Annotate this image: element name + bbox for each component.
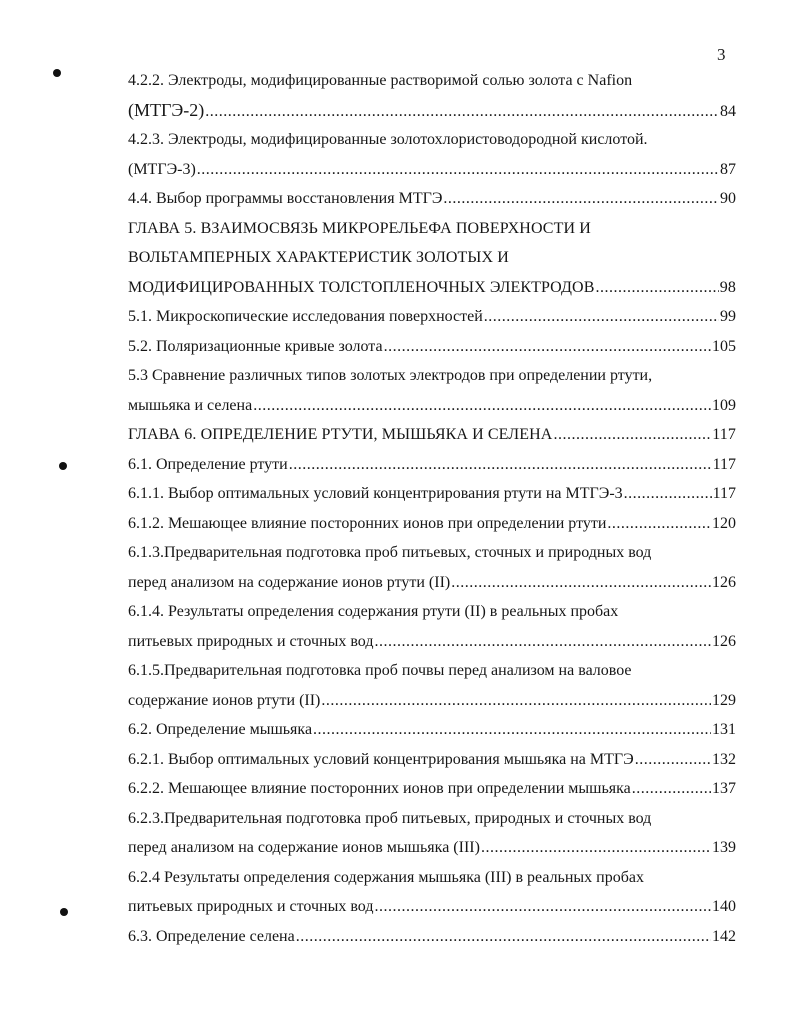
toc-entry: [128, 184, 736, 214]
toc-entry-page-number: 98: [719, 278, 736, 296]
dot-leader: [595, 273, 718, 303]
toc-entry-page-number: 139: [712, 839, 736, 856]
toc-entry-line: 6.2.4 Результаты определения содержания мышьяка (III) в реальных пробах: [128, 868, 644, 886]
toc-entry-page-number: 126: [712, 573, 736, 591]
dot-leader: [205, 97, 719, 126]
toc-entry-row: [128, 833, 736, 863]
toc-entry-row: [128, 155, 736, 185]
toc-entry-title: МОДИФИЦИРОВАННЫХ ТОЛСТОПЛЕНОЧНЫХ ЭЛЕКТРОДОВ: [128, 278, 595, 296]
toc-entry-title: 6.1.2. Мешающее влияние посторонних ионов при определении ртути: [128, 514, 607, 532]
dot-leader: [607, 509, 711, 539]
toc-entry-page-number: 117: [712, 455, 736, 473]
toc-entry-row: [128, 686, 736, 716]
toc-entry-row: [128, 922, 736, 952]
toc-entry: [128, 597, 736, 656]
toc-entry-title: перед анализом на содержание ионов мышьяка (III): [128, 839, 480, 856]
toc-entry: [128, 804, 736, 863]
toc-entry-page-number: 87: [720, 160, 736, 178]
dot-leader: [296, 922, 711, 952]
toc-entry: [128, 450, 736, 480]
toc-entry-page-number: 129: [712, 691, 736, 709]
toc-entry-page-number: 132: [712, 750, 736, 768]
toc-entry-page-number: 90: [720, 190, 736, 207]
toc-entry-page-number: 117: [712, 426, 736, 443]
dot-leader: [384, 332, 711, 362]
toc-entry-title: 6.2.2. Мешающее влияние посторонних ионов при определении мышьяка: [128, 780, 631, 797]
toc-entry: [128, 715, 736, 745]
toc-entry-row: [128, 745, 736, 775]
toc-entry: [128, 922, 736, 952]
table-of-contents: [128, 66, 736, 951]
toc-entry-page-number: 131: [712, 721, 736, 738]
toc-entry-line: 6.2.3.Предварительная подготовка проб питьевых, природных и сточных вод: [128, 809, 652, 827]
toc-entry-row: [128, 184, 736, 214]
toc-entry-title: ГЛАВА 6. ОПРЕДЕЛЕНИЕ РТУТИ, МЫШЬЯКА И СЕЛЕНА: [128, 426, 553, 443]
binding-hole-mark: [59, 462, 67, 470]
toc-entry-row: [128, 509, 736, 539]
toc-entry-row: [128, 391, 736, 421]
toc-entry: [128, 863, 736, 922]
toc-entry: [128, 745, 736, 775]
toc-entry-page-number: 126: [712, 632, 736, 650]
toc-entry-page-number: 105: [712, 337, 736, 355]
toc-entry-row: [128, 96, 736, 126]
toc-entry-line: ВОЛЬТАМПЕРНЫХ ХАРАКТЕРИСТИК ЗОЛОТЫХ И: [128, 249, 509, 266]
binding-hole-mark: [60, 908, 68, 916]
toc-entry-row: [128, 420, 736, 450]
toc-entry-title: содержание ионов ртути (II): [128, 691, 321, 709]
toc-entry: [128, 302, 736, 332]
toc-entry: [128, 420, 736, 450]
toc-entry: [128, 538, 736, 597]
binding-hole-mark: [53, 69, 61, 77]
toc-entry-title: перед анализом на содержание ионов ртути (II): [128, 573, 451, 591]
dot-leader: [632, 774, 711, 804]
dot-leader: [374, 627, 711, 657]
toc-entry-line: 5.3 Сравнение различных типов золотых электродов при определении ртути,: [128, 367, 653, 384]
toc-entry-page-number: 137: [712, 780, 736, 797]
dot-leader: [289, 450, 712, 480]
toc-entry-page-number: 117: [712, 485, 736, 502]
toc-entry: [128, 332, 736, 362]
toc-entry-title: 5.1. Микроскопические исследования поверхностей: [128, 308, 483, 325]
toc-entry-title: (МТГЭ-3): [128, 160, 196, 178]
dot-leader: [321, 686, 711, 716]
toc-entry-row: [128, 715, 736, 745]
toc-entry-line: 4.2.3. Электроды, модифицированные золотохлористоводородной кислотой.: [128, 131, 648, 148]
toc-entry-line: 6.1.3.Предварительная подготовка проб питьевых, сточных и природных вод: [128, 544, 652, 561]
toc-entry-title: (МТГЭ-2): [128, 99, 205, 120]
dot-leader: [374, 892, 711, 922]
dot-leader: [635, 745, 711, 775]
toc-entry: [128, 774, 736, 804]
toc-entry-title: 6.2. Определение мышьяка: [128, 721, 313, 738]
toc-entry-title: питьевых природных и сточных вод: [128, 898, 374, 915]
toc-entry: [128, 361, 736, 420]
toc-entry-row: [128, 892, 736, 922]
toc-entry-title: 4.4. Выбор программы восстановления МТГЭ: [128, 190, 443, 207]
dot-leader: [313, 715, 711, 745]
toc-entry-row: [128, 479, 736, 509]
toc-entry-title: 6.1. Определение ртути: [128, 455, 288, 473]
dot-leader: [553, 420, 711, 450]
toc-entry-line: ГЛАВА 5. ВЗАИМОСВЯЗЬ МИКРОРЕЛЬЕФА ПОВЕРХНОСТИ И: [128, 219, 591, 237]
toc-entry: [128, 509, 736, 539]
toc-entry-title: мышьяка и селена: [128, 396, 253, 414]
toc-entry-row: [128, 774, 736, 804]
toc-entry: [128, 66, 736, 125]
toc-entry-page-number: 109: [712, 396, 736, 414]
page-number: 3: [717, 45, 726, 64]
toc-entry: [128, 656, 736, 715]
toc-entry-page-number: 99: [720, 308, 736, 325]
toc-entry-page-number: 142: [712, 927, 736, 945]
toc-entry-page-number: 120: [712, 514, 736, 532]
toc-entry: [128, 214, 736, 303]
toc-entry-row: [128, 273, 736, 303]
toc-entry-title: 5.2. Поляризационные кривые золота: [128, 337, 383, 355]
toc-entry-page-number: 84: [720, 102, 736, 120]
dot-leader: [197, 155, 719, 185]
toc-entry: [128, 479, 736, 509]
toc-entry-row: [128, 302, 736, 332]
toc-entry-row: [128, 332, 736, 362]
dot-leader: [484, 302, 719, 332]
dot-leader: [624, 479, 712, 509]
dot-leader: [443, 184, 719, 214]
dot-leader: [253, 391, 711, 421]
toc-entry-title: питьевых природных и сточных вод: [128, 632, 374, 650]
toc-entry-row: [128, 568, 736, 598]
toc-entry-row: [128, 450, 736, 480]
toc-entry-row: [128, 627, 736, 657]
toc-entry-line: 4.2.2. Электроды, модифицированные растворимой солью золота с Nafion: [128, 72, 633, 89]
toc-entry-line: 6.1.5.Предварительная подготовка проб почвы перед анализом на валовое: [128, 662, 632, 679]
toc-entry-title: 6.1.1. Выбор оптимальных условий концентрирования ртути на МТГЭ-3: [128, 485, 623, 502]
toc-entry: [128, 125, 736, 184]
dot-leader: [481, 833, 711, 863]
dot-leader: [451, 568, 711, 598]
toc-entry-page-number: 140: [712, 898, 736, 915]
toc-entry-line: 6.1.4. Результаты определения содержания ртути (II) в реальных пробах: [128, 603, 619, 620]
toc-entry-title: 6.3. Определение селена: [128, 927, 295, 945]
toc-entry-title: 6.2.1. Выбор оптимальных условий концентрирования мышьяка на МТГЭ: [128, 750, 634, 768]
